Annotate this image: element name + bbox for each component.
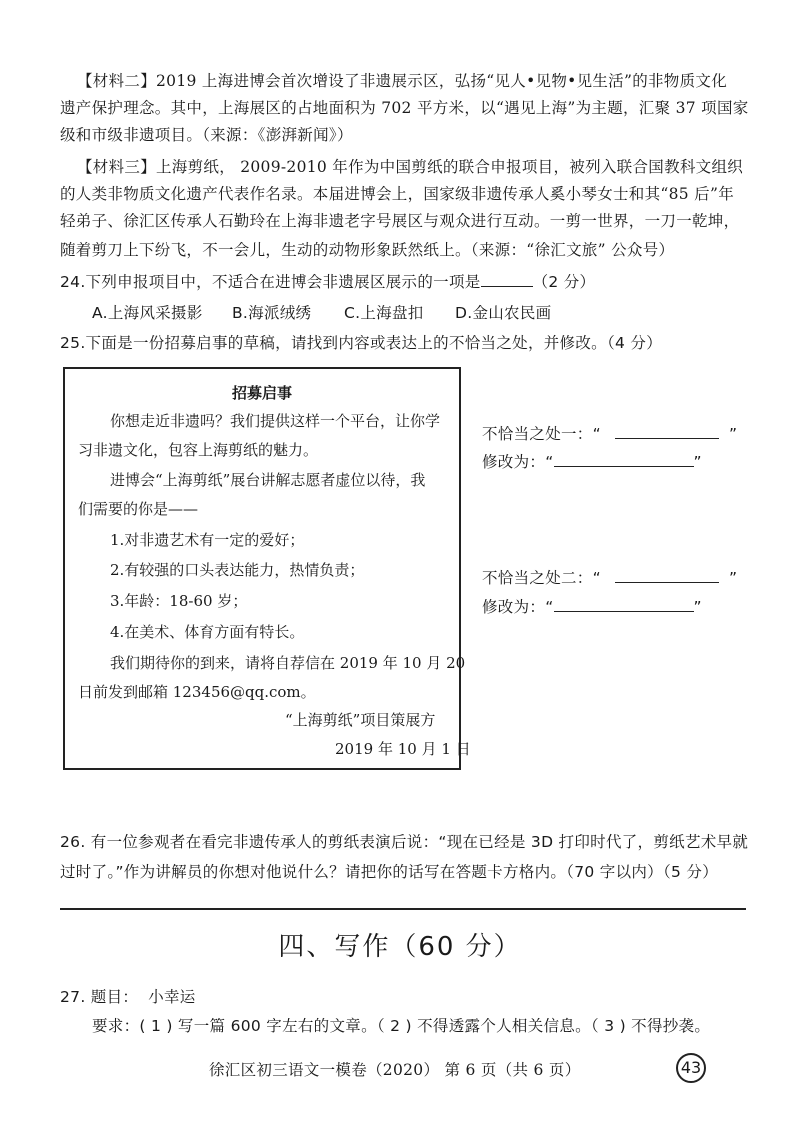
- notice-req1: 1.对非遗艺术有一定的爱好；: [110, 531, 305, 549]
- issue1-label: 不恰当之处一：“: [482, 425, 601, 443]
- q27-label: 27. 题目：: [60, 988, 139, 1006]
- notice-p1b: 习非遗文化，包容上海剪纸的魅力。: [78, 441, 319, 459]
- issue1-input[interactable]: [615, 424, 719, 439]
- notice-p3b: 日前发到邮箱 123456@qq.com。: [78, 683, 316, 701]
- section-4-title: 四、写作（60 分）: [278, 932, 522, 962]
- notice-p1a: 你想走近非遗吗？我们提供这样一个平台，让你学: [110, 412, 441, 430]
- notice-signature: “上海剪纸”项目策展方: [285, 711, 436, 729]
- page-footer: 徐汇区初三语文一模卷（2020） 第 6 页（共 6 页）: [209, 1061, 581, 1079]
- q24-option-b: B.海派绒绣: [232, 304, 312, 322]
- issue2-input[interactable]: [615, 568, 719, 583]
- question-26-line1: 26. 有一位参观者在看完非遗传承人的剪纸表演后说：“现在已经是 3D 打印时代了，剪纸艺术早就: [60, 833, 749, 851]
- notice-p2a: 进博会“上海剪纸”展台讲解志愿者虚位以待，我: [110, 471, 426, 489]
- material3-line4: 随着剪刀上下纷飞，不一会儿，生动的动物形象跃然纸上。（来源：“徐汇文旅” 公众号）: [60, 241, 675, 259]
- notice-req4: 4.在美术、体育方面有特长。: [110, 623, 305, 641]
- fix2-label: 修改为：“: [482, 598, 554, 616]
- recruitment-notice-box: [63, 367, 471, 770]
- notice-title: 招募启事: [231, 384, 292, 402]
- fix1-row: [482, 452, 702, 472]
- notice-p2b: 们需要的你是——: [78, 500, 199, 518]
- q24-option-a: A.上海风采摄影: [92, 304, 203, 322]
- material2-line2: 遗产保护理念。其中，上海展区的占地面积为 702 平方米，以“遇见上海”为主题，汇聚 37 项国家: [60, 99, 749, 117]
- material2-line3: 级和市级非遗项目。（来源：《澎湃新闻》）: [60, 126, 353, 144]
- q24-score: （2 分）: [532, 273, 596, 291]
- issue1-row: [482, 424, 737, 444]
- page-number-mark: 43: [676, 1053, 706, 1083]
- notice-date: 2019 年 10 月 1 日: [335, 740, 471, 758]
- issue2-label: 不恰当之处二：“: [482, 569, 601, 587]
- question-27: [60, 987, 196, 1007]
- q27-requirements: 要求：( 1 ) 写一篇 600 字左右的文章。（ 2 ) 不得透露个人相关信息。（ 3 ) 不得抄袭。: [92, 1017, 711, 1035]
- issue1-close-quote: ”: [728, 425, 738, 443]
- q27-topic: 小幸运: [148, 988, 196, 1006]
- question-26-line2: 过时了。”作为讲解员的你想对他说什么？请把你的话写在答题卡方格内。（70 字以内）（5 分）: [60, 863, 719, 881]
- fix2-row: [482, 597, 702, 617]
- fix2-close-quote: ”: [693, 598, 702, 616]
- q24-option-d: D.金山农民画: [455, 304, 552, 322]
- section-divider: [60, 908, 746, 910]
- issue2-row: [482, 568, 737, 588]
- fix1-label: 修改为：“: [482, 453, 554, 471]
- issue2-close-quote: ”: [728, 569, 738, 587]
- material2-line1: 【材料二】2019 上海进博会首次增设了非遗展示区，弘扬“见人•见物•见生活”的非物质文化: [77, 72, 728, 90]
- notice-req2: 2.有较强的口头表达能力，热情负责；: [110, 561, 365, 579]
- fix1-input[interactable]: [554, 452, 694, 467]
- question-24: [60, 272, 595, 292]
- q24-option-c: C.上海盘扣: [344, 304, 424, 322]
- q24-answer-blank[interactable]: [481, 272, 533, 287]
- notice-p3a: 我们期待你的到来，请将自荐信在 2019 年 10 月 20: [110, 654, 466, 672]
- question-25-stem: 25.下面是一份招募启事的草稿，请找到内容或表达上的不恰当之处，并修改。（4 分）: [60, 334, 662, 352]
- material3-line1: 【材料三】上海剪纸， 2009-2010 年作为中国剪纸的联合申报项目，被列入联合国教科文组织: [77, 158, 744, 176]
- fix1-close-quote: ”: [693, 453, 702, 471]
- q24-stem: 24.下列申报项目中，不适合在进博会非遗展区展示的一项是: [60, 273, 481, 291]
- material3-line3: 轻弟子、徐汇区传承人石勤玲在上海非遗老字号展区与观众进行互动。一剪一世界，一刀一乾坤，: [60, 212, 740, 230]
- fix2-input[interactable]: [554, 597, 694, 612]
- material3-line2: 的人类非物质文化遗产代表作名录。本届进博会上，国家级非遗传承人奚小琴女士和其“85 后”年: [60, 185, 735, 203]
- notice-req3: 3.年龄：18-60 岁；: [110, 592, 248, 610]
